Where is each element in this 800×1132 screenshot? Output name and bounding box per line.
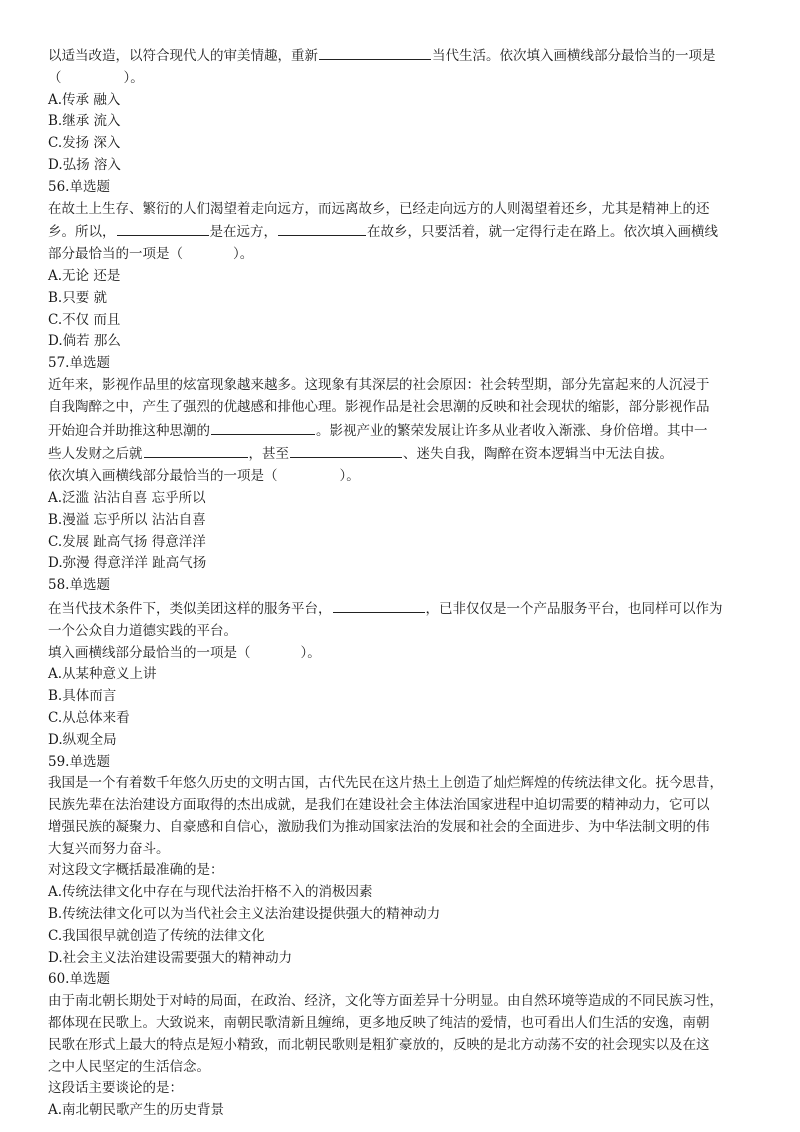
q60-stem-line-3: 民歌在形式上最大的特点是短小精致，而北朝民歌则是粗犷豪放的，反映的是北方动荡不安的社会现实以及在这 bbox=[48, 1036, 710, 1053]
q55-option-a[interactable]: A.传承 融入 bbox=[48, 91, 121, 108]
q59-stem-line-4: 大复兴而努力奋斗。 bbox=[48, 840, 170, 857]
q55-option-d[interactable]: D.弘扬 溶入 bbox=[48, 156, 121, 173]
q58-option-d[interactable]: D.纵观全局 bbox=[48, 731, 117, 748]
q59-question: 对这段文字概括最准确的是： bbox=[48, 862, 224, 879]
q56-option-c[interactable]: C.不仅 而且 bbox=[48, 311, 121, 328]
q57-option-a[interactable]: A.泛滥 沾沾自喜 忘乎所以 bbox=[48, 489, 206, 506]
q56-stem-line-2: 乡。所以， 是在远方， 在故乡，只要活着，就一定得行走在路上。依次填入画横线 bbox=[48, 220, 760, 244]
fill-blank bbox=[290, 442, 402, 458]
q58-option-c[interactable]: C.从总体来看 bbox=[48, 709, 130, 726]
q57-stem-line-1: 近年来，影视作品里的炫富现象越来越多。这现象有其深层的社会原因：社会转型期，部分先富起来的人沉浸于 bbox=[48, 376, 710, 393]
fill-blank bbox=[319, 44, 431, 60]
q59-header: 59.单选题 bbox=[48, 753, 110, 770]
fill-blank bbox=[144, 442, 248, 458]
q60-option-a[interactable]: A.南北朝民歌产生的历史背景 bbox=[48, 1102, 225, 1119]
q55-stem-line-1: 以适当改造，以符合现代人的审美情趣，重新 当代生活。依次填入画横线部分最恰当的一项是 bbox=[48, 44, 760, 68]
q57-stem-line-2: 自我陶醉之中，产生了强烈的优越感和排他心理。影视作品是社会思潮的反映和社会现状的缩影，部分影视作品 bbox=[48, 398, 710, 415]
q58-stem-line-2: 一个公众自力道德实践的平台。 bbox=[48, 622, 237, 639]
q60-stem-line-4: 之中人民坚定的生活信念。 bbox=[48, 1058, 210, 1075]
q58-stem-line-3: 填入画横线部分最恰当的一项是（ ）。 bbox=[48, 644, 321, 661]
q56-option-a[interactable]: A.无论 还是 bbox=[48, 267, 121, 284]
q57-stem-line-4: 些人发财之后就 ，甚至 、迷失自我，陶醉在资本逻辑当中无法自拔。 bbox=[48, 442, 760, 466]
q56-header: 56.单选题 bbox=[48, 178, 110, 195]
q56-option-b[interactable]: B.只要 就 bbox=[48, 289, 108, 306]
fill-blank bbox=[211, 419, 315, 435]
q60-stem-line-2: 都体现在民歌上。大致说来，南朝民歌清新且缠绵，更多地反映了纯洁的爱情，也可看出人们生活的安逸，南朝 bbox=[48, 1015, 710, 1032]
q58-option-a[interactable]: A.从某种意义上讲 bbox=[48, 666, 157, 683]
q60-header: 60.单选题 bbox=[48, 971, 110, 988]
q59-option-d[interactable]: D.社会主义法治建设需要强大的精神动力 bbox=[48, 949, 293, 966]
q56-stem-line-3: 部分最恰当的一项是（ ）。 bbox=[48, 246, 254, 263]
q56-option-d[interactable]: D.倘若 那么 bbox=[48, 333, 121, 350]
q57-stem-line-5: 依次填入画横线部分最恰当的一项是（ ）。 bbox=[48, 468, 360, 485]
q58-header: 58.单选题 bbox=[48, 577, 110, 594]
q58-option-b[interactable]: B.具体而言 bbox=[48, 688, 117, 705]
q57-option-d[interactable]: D.弥漫 得意洋洋 趾高气扬 bbox=[48, 555, 207, 572]
q59-option-a[interactable]: A.传统法律文化中存在与现代法治扞格不入的消极因素 bbox=[48, 884, 373, 901]
q59-stem-line-1: 我国是一个有着数千年悠久历史的文明古国，古代先民在这片热土上创造了灿烂辉煌的传统法律文化。抚今思昔， bbox=[48, 775, 723, 792]
q59-option-b[interactable]: B.传统法律文化可以为当代社会主义法治建设提供强大的精神动力 bbox=[48, 906, 441, 923]
q58-stem-line-1: 在当代技术条件下，类似美团这样的服务平台， ，已非仅仅是一个产品服务平台，也同样可以作为 bbox=[48, 597, 760, 621]
q56-stem-line-1: 在故土上生存、繁衍的人们渴望着走向远方，而远离故乡，已经走向远方的人则渴望着还乡，尤其是精神上的还 bbox=[48, 200, 710, 217]
fill-blank bbox=[278, 220, 366, 236]
q60-question: 这段话主要谈论的是： bbox=[48, 1080, 183, 1097]
q55-option-b[interactable]: B.继承 流入 bbox=[48, 113, 121, 130]
q57-header: 57.单选题 bbox=[48, 355, 110, 372]
q59-option-c[interactable]: C.我国很早就创造了传统的法律文化 bbox=[48, 927, 265, 944]
q57-option-b[interactable]: B.漫溢 忘乎所以 沾沾自喜 bbox=[48, 511, 206, 528]
q57-option-c[interactable]: C.发展 趾高气扬 得意洋洋 bbox=[48, 533, 206, 550]
q57-stem-line-3: 开始迎合并助推这种思潮的 。影视产业的繁荣发展让许多从业者收入渐涨、身价倍增。其中一 bbox=[48, 419, 760, 443]
q55-option-c[interactable]: C.发扬 深入 bbox=[48, 135, 121, 152]
q59-stem-line-2: 民族先辈在法治建设方面取得的杰出成就，是我们在建设社会主体法治国家进程中迫切需要的精神动力，它可以 bbox=[48, 797, 710, 814]
exam-page bbox=[48, 44, 760, 1122]
q59-stem-line-3: 增强民族的凝聚力、自豪感和自信心，激励我们为推动国家法治的发展和社会的全面进步、为中华法制文明的伟 bbox=[48, 818, 710, 835]
q55-stem-line-2: （ ）。 bbox=[48, 69, 144, 86]
q60-stem-line-1: 由于南北朝长期处于对峙的局面，在政治、经济，文化等方面差异十分明显。由自然环境等造成的不同民族习性， bbox=[48, 993, 723, 1010]
fill-blank bbox=[117, 220, 209, 236]
fill-blank bbox=[333, 597, 425, 613]
